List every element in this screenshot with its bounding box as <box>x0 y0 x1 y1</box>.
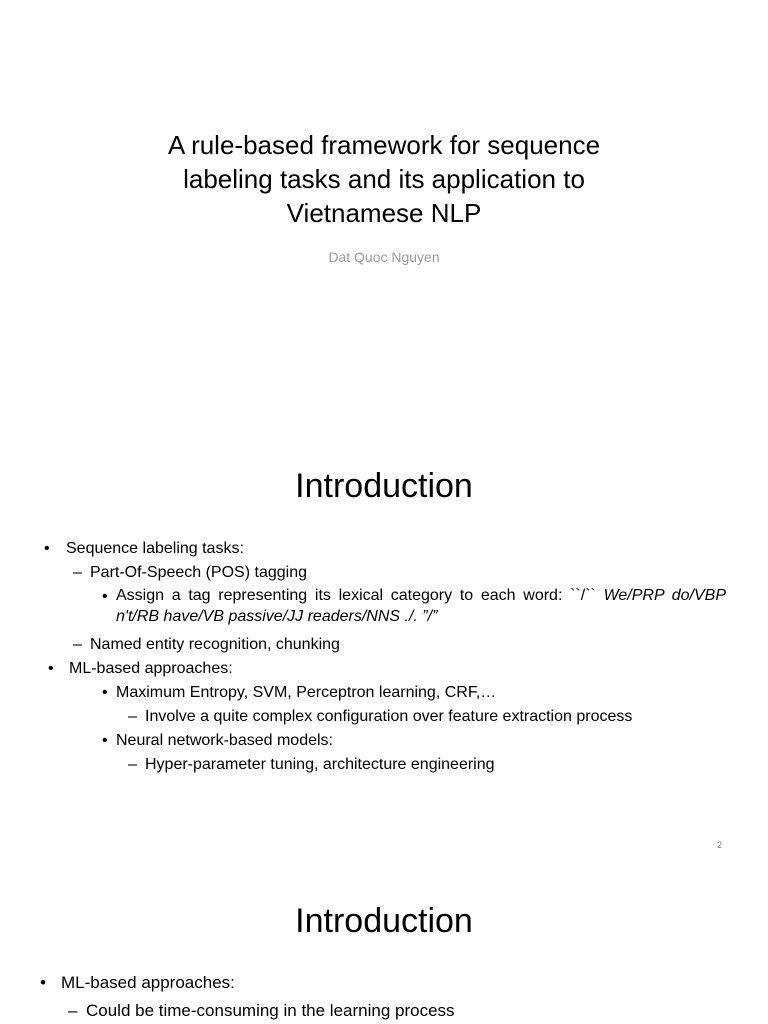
list-item-text: Involve a quite complex configuration over feature extraction process <box>145 708 633 725</box>
pos-tag-example: We/PRP do/VBP n't/RB have/VB passive/JJ readers/NNS ./. ”/” <box>116 587 726 625</box>
list-item <box>0 657 768 681</box>
bullet-marker: • <box>102 588 108 605</box>
list-item-text: Part-Of-Speech (POS) tagging <box>90 564 307 581</box>
introduction-slide <box>0 440 768 860</box>
bullet-marker: • <box>102 684 108 701</box>
list-item <box>0 998 768 1024</box>
bullet-list <box>0 537 768 777</box>
list-item-text: Could be time-consuming in the learning process <box>86 1001 455 1020</box>
list-item <box>0 753 768 777</box>
list-item-text: ML-based approaches: <box>69 660 233 677</box>
list-item-text: Maximum Entropy, SVM, Perceptron learning, CRF,… <box>116 684 497 701</box>
slide-heading: Introduction <box>295 902 473 940</box>
list-item-text: Sequence labeling tasks: <box>66 540 244 557</box>
page-number: 2 <box>717 840 723 850</box>
dash-marker: – <box>68 1001 78 1020</box>
bullet-marker: • <box>48 660 54 677</box>
dash-marker: – <box>73 636 82 653</box>
dash-marker: – <box>128 708 137 725</box>
title-line-3: Vietnamese NLP <box>286 198 482 228</box>
list-item-text: Neural network-based models: <box>116 732 333 749</box>
list-item-text-prefix: Assign a tag representing its lexical category to each word: ``/`` <box>116 587 604 604</box>
list-item <box>0 729 768 753</box>
list-item <box>0 561 768 585</box>
list-item <box>0 537 768 561</box>
bullet-marker: • <box>44 540 50 557</box>
list-item <box>0 970 768 998</box>
list-item-text: ML-based approaches: <box>61 973 235 992</box>
list-item-text: Hyper-parameter tuning, architecture engineering <box>145 756 495 773</box>
bullet-marker: • <box>40 973 46 992</box>
list-item-text: Named entity recognition, chunking <box>90 636 340 653</box>
dash-marker: – <box>128 756 137 773</box>
slide-heading: Introduction <box>295 467 473 505</box>
title-slide <box>0 0 768 420</box>
list-item <box>0 585 768 633</box>
title-line-2: labeling tasks and its application to <box>183 164 585 194</box>
dash-marker: – <box>73 564 82 581</box>
list-item <box>0 681 768 705</box>
list-item <box>0 633 768 657</box>
list-item-text <box>116 585 726 627</box>
slide-title <box>0 128 768 230</box>
list-item <box>0 705 768 729</box>
introduction-slide-continued <box>0 878 768 1024</box>
bullet-list <box>0 970 768 1024</box>
title-line-1: A rule-based framework for sequence <box>167 130 601 160</box>
author-name: Dat Quoc Nguyen <box>328 249 440 265</box>
bullet-marker: • <box>102 732 108 749</box>
